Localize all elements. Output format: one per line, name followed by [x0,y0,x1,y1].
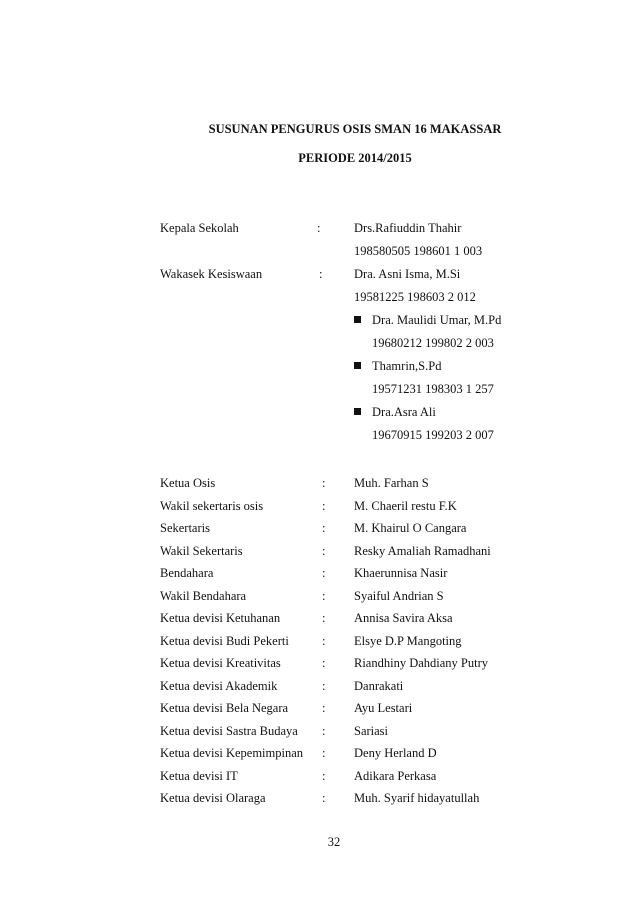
member-name: Syaiful Andrian S [354,589,444,603]
sub-staff-nip: 19680212 199802 2 003 [372,336,494,350]
header-nip: 19581225 198603 2 012 [354,290,476,304]
header-label: Wakasek Kesiswaan [160,267,263,281]
colon: : [322,769,326,783]
member-role: Ketua devisi Kreativitas [160,656,281,670]
member-role: Ketua devisi Sastra Budaya [160,724,298,738]
colon: : [322,634,326,648]
colon: : [322,544,326,558]
member-role: Wakil sekertaris osis [160,499,264,513]
colon: : [322,476,326,490]
colon: : [322,521,326,535]
colon: : [322,589,326,603]
member-role: Ketua devisi Olaraga [160,791,266,805]
colon: : [322,791,326,805]
member-role: Ketua devisi Budi Pekerti [160,634,289,648]
colon: : [322,701,326,715]
member-name: M. Khairul O Cangara [354,521,467,535]
document-period: PERIODE 2014/2015 [298,151,412,165]
member-name: M. Chaeril restu F.K [354,499,457,513]
member-role: Ketua devisi Ketuhanan [160,611,281,625]
sub-staff-nip: 19670915 199203 2 007 [372,428,494,442]
member-role: Ketua devisi IT [160,769,238,783]
member-role: Bendahara [160,566,214,580]
bullet-square-icon [354,362,361,369]
member-role: Wakil Sekertaris [160,544,243,558]
sub-staff-nip: 19571231 198303 1 257 [372,382,494,396]
member-name: Ayu Lestari [354,701,413,715]
member-role: Sekertaris [160,521,210,535]
member-name: Khaerunnisa Nasir [354,566,448,580]
colon: : [322,566,326,580]
colon: : [319,267,323,281]
colon: : [322,656,326,670]
sub-staff-name: Thamrin,S.Pd [372,359,442,373]
header-label: Kepala Sekolah [160,221,239,235]
colon: : [322,724,326,738]
sub-staff-name: Dra.Asra Ali [372,405,436,419]
document-title: SUSUNAN PENGURUS OSIS SMAN 16 MAKASSAR [208,122,502,136]
member-role: Ketua Osis [160,476,216,490]
sub-staff-name: Dra. Maulidi Umar, M.Pd [372,313,502,327]
colon: : [322,611,326,625]
colon: : [322,499,326,513]
member-name: Resky Amaliah Ramadhani [354,544,491,558]
member-role: Ketua devisi Akademik [160,679,278,693]
colon: : [317,221,321,235]
member-name: Danrakati [354,679,404,693]
member-name: Sariasi [354,724,389,738]
member-name: Adikara Perkasa [354,769,437,783]
colon: : [322,746,326,760]
member-name: Muh. Syarif hidayatullah [354,791,480,805]
bullet-square-icon [354,408,361,415]
member-name: Elsye D.P Mangoting [354,634,462,648]
member-name: Annisa Savira Aksa [354,611,453,625]
colon: : [322,679,326,693]
header-name: Dra. Asni Isma, M.Si [354,267,461,281]
page-number: 32 [327,835,341,849]
bullet-square-icon [354,316,361,323]
member-name: Deny Herland D [354,746,437,760]
member-name: Muh. Farhan S [354,476,429,490]
member-role: Ketua devisi Bela Negara [160,701,289,715]
header-name: Drs.Rafiuddin Thahir [354,221,462,235]
member-name: Riandhiny Dahdiany Putry [354,656,489,670]
member-role: Wakil Bendahara [160,589,247,603]
header-nip: 198580505 198601 1 003 [354,244,483,258]
member-role: Ketua devisi Kepemimpinan [160,746,304,760]
